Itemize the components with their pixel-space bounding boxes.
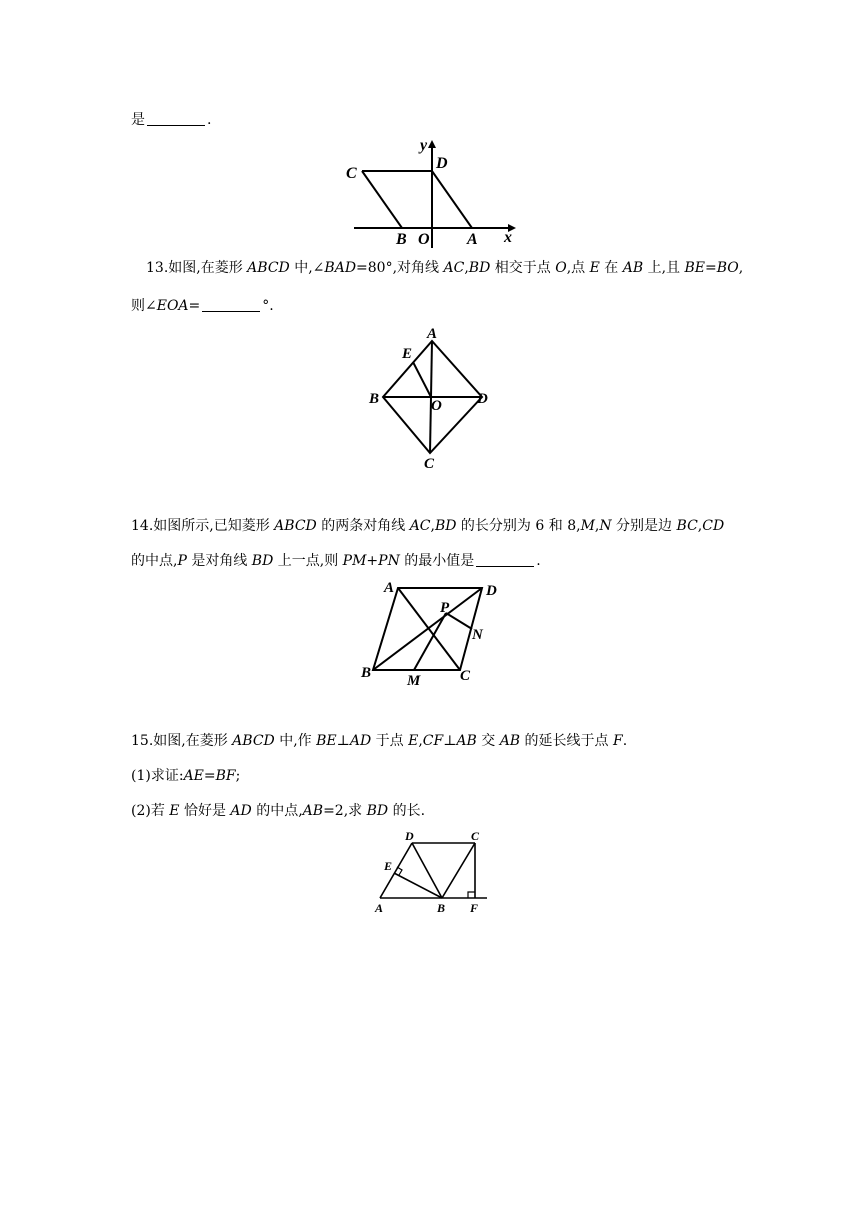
figure-14-rhombus [356,578,506,688]
fig13-label-b: B [369,391,380,407]
q14-text: 的两条对角线 [316,518,410,534]
q13-var: ABCD [247,260,290,276]
q14-text: , [594,518,600,534]
q15-text: (1)求证: [131,768,184,784]
fig12-label-b: B [396,231,407,248]
q12-answer-line [131,110,211,130]
q14-var: ABCD [274,518,317,534]
q15-text: 恰好是 [179,803,231,819]
fig14-label-c: C [460,668,471,684]
q13-text: 则∠ [131,298,157,314]
q13-text: 在 [599,260,623,276]
fig14-label-m: M [407,673,421,689]
q15-var: BF [215,768,236,784]
q13-var: BO [716,260,739,276]
fig12-label-x: x [504,229,512,246]
q14-var: PM [342,553,367,569]
q14-var: PN [378,553,400,569]
fig12-label-d: D [436,155,448,172]
fig13-label-c: C [424,456,435,472]
q15-var: AD [349,733,372,749]
q15-text: ⊥ [336,733,350,749]
q13-var: BE [684,260,706,276]
q14-var: BD [251,553,274,569]
q15-text: 于点 [371,733,409,749]
q14-var: AC [409,518,431,534]
q15-text: ⊥ [443,733,457,749]
q13-var: EOA [156,298,189,314]
q13-line-2 [131,296,274,316]
q13-var: BD [468,260,491,276]
q14-text: 是对角线 [186,553,252,569]
q14-text: 的长分别为 6 和 8, [456,518,581,534]
q13-var: E [589,260,600,276]
fig15-label-a: A [375,901,384,915]
fig12-label-a: A [467,231,478,248]
figure-13-rhombus [365,326,495,472]
q15-text: = [203,768,216,784]
q14-text: , [697,518,703,534]
q15-text: 交 [476,733,500,749]
fig14-label-d: D [486,583,497,599]
q15-var: BD [366,803,389,819]
q15-var: AE [183,768,204,784]
q15-text: , [418,733,423,749]
q13-var: O [555,260,567,276]
q14-text: , [430,518,435,534]
q15-text: (2)若 [131,803,170,819]
q15-var: AB [499,733,521,749]
q14-text: 的中点, [131,553,178,569]
fig12-label-c: C [346,165,357,182]
q13-text: ,点 [566,260,590,276]
q15-var: BE [316,733,337,749]
q13-text: =80°,对角线 [356,260,444,276]
fig14-label-n: N [472,627,483,643]
fig13-label-e: E [402,346,413,362]
q15-line-3 [131,801,425,821]
q15-line-1 [131,731,627,751]
q13-text: °. [262,298,274,314]
answer-blank[interactable] [147,111,205,126]
q14-var: M [580,518,595,534]
q13-text: 13.如图,在菱形 [146,260,248,276]
answer-blank[interactable] [476,552,534,567]
q14-text: . [536,553,541,569]
figure-15-rhombus [370,826,495,918]
q15-var: AD [230,803,252,819]
q14-var: BD [434,518,457,534]
q15-text: 的长. [388,803,426,819]
q15-text: . [622,733,628,749]
q14-line-1 [131,516,724,536]
fig15-label-e: E [384,859,393,873]
q15-var: F [613,733,623,749]
q12-prefix: 是 [131,112,145,128]
q15-var: CF [422,733,444,749]
q15-line-2 [131,766,240,786]
figure-12-parallelogram [340,136,520,248]
fig14-label-p: P [440,600,450,616]
q13-line-1 [146,258,743,278]
q12-suffix: . [207,112,212,128]
q13-text: = [188,298,201,314]
q14-text: 分别是边 [611,518,677,534]
q14-text: + [366,553,379,569]
q15-var: E [408,733,419,749]
fig15-label-f: F [470,901,479,915]
q15-text: ; [235,768,241,784]
fig14-label-a: A [384,580,395,596]
fig15-label-d: D [405,829,414,843]
q13-var: AC [443,260,465,276]
fig12-label-y: y [420,137,428,154]
q13-text: 中,∠ [289,260,325,276]
fig13-label-o: O [431,398,442,414]
q14-var: CD [702,518,725,534]
fig14-label-b: B [361,665,372,681]
q13-text: 上,且 [643,260,685,276]
q13-var: AB [622,260,644,276]
q15-text: 的中点, [251,803,303,819]
q14-var: BC [676,518,698,534]
fig13-label-a: A [427,326,438,342]
q14-var: N [599,518,612,534]
fig15-label-b: B [437,901,446,915]
fig13-label-d: D [477,391,488,407]
q15-var: ABCD [232,733,275,749]
q15-var: AB [302,803,324,819]
q13-text: 相交于点 [490,260,556,276]
fig15-label-c: C [471,829,480,843]
q13-text: = [705,260,717,276]
q14-text: 14.如图所示,已知菱形 [131,518,275,534]
q15-var: E [169,803,180,819]
q15-text: =2,求 [323,803,367,819]
fig12-label-o: O [418,231,430,248]
q15-text: 15.如图,在菱形 [131,733,233,749]
q13-var: BAD [324,260,357,276]
q14-var: P [177,553,187,569]
q14-line-2 [131,551,541,571]
answer-blank[interactable] [202,297,260,312]
q14-text: 上一点,则 [273,553,343,569]
q15-var: AB [456,733,477,749]
q15-text: 中,作 [274,733,317,749]
q13-text: , [464,260,469,276]
q14-text: 的最小值是 [399,553,475,569]
q15-text: 的延长线于点 [520,733,613,749]
q13-text: , [738,260,744,276]
